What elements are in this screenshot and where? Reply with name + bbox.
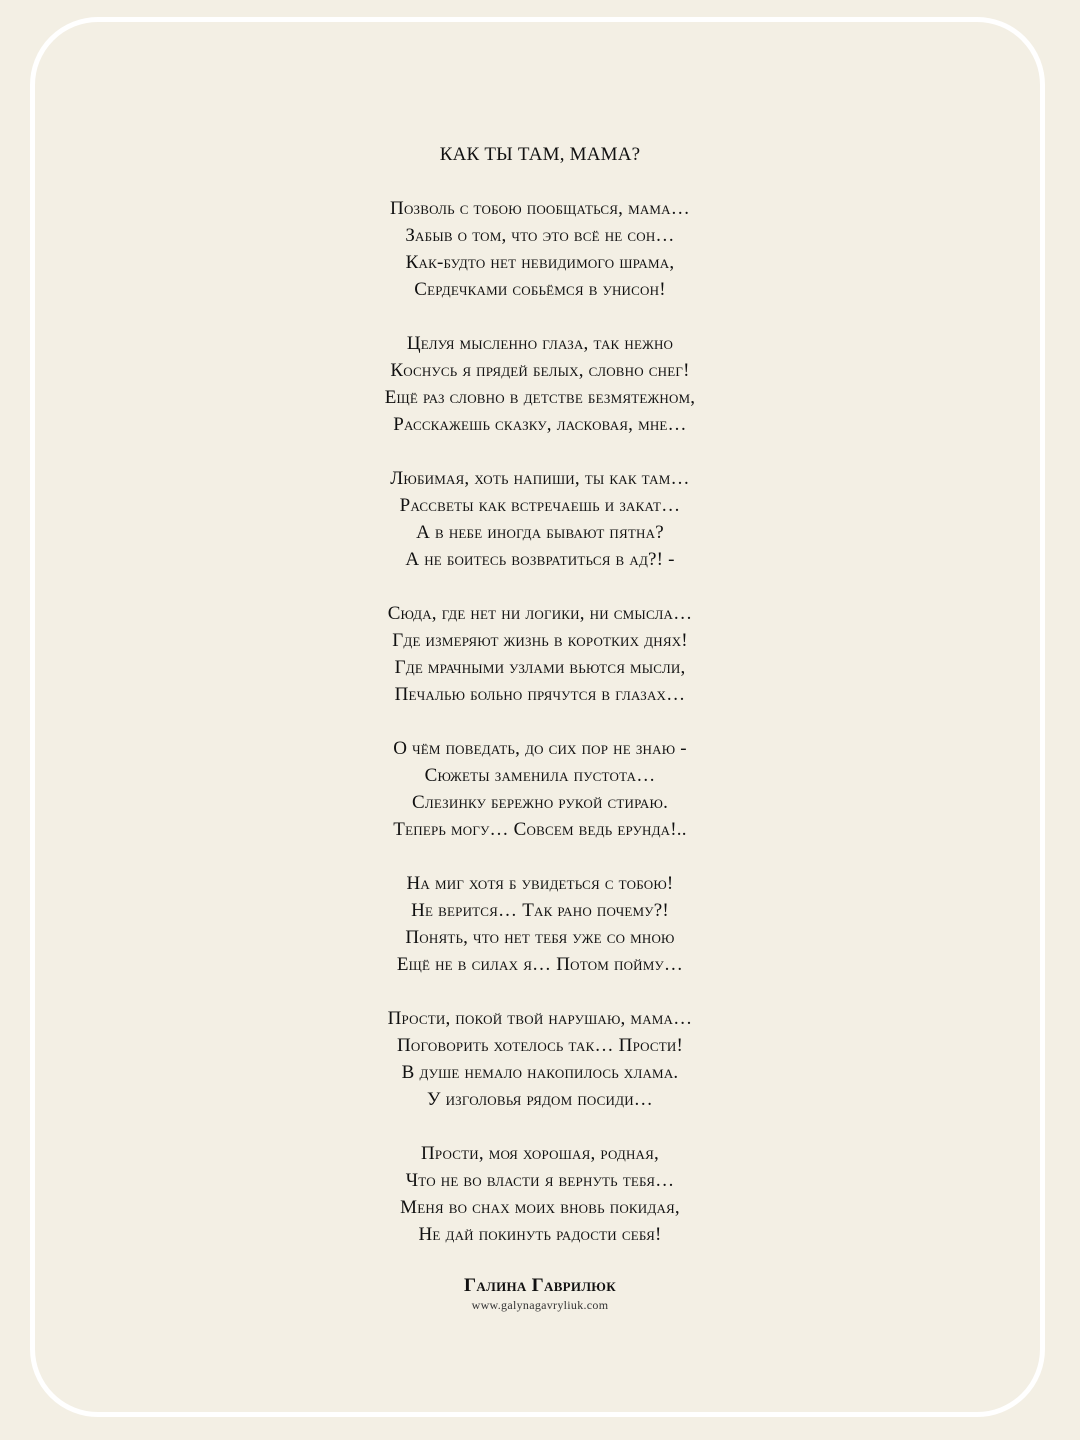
poem-line: Где мрачными узлами вьются мысли,	[394, 657, 686, 678]
poem-line: На миг хотя б увидеться с тобою!	[406, 873, 674, 894]
poem-line: Не верится… Так рано почему?!	[411, 900, 669, 921]
poem-line: Прости, покой твой нарушаю, мама…	[387, 1008, 693, 1029]
poem-line: Сердечками собьёмся в унисон!	[414, 279, 666, 300]
poem-line: Что не во власти я вернуть тебя…	[405, 1170, 675, 1191]
poem-line: Ещё раз словно в детстве безмятежном,	[384, 387, 696, 408]
poem-line: Слезинку бережно рукой стираю.	[411, 792, 669, 813]
poem-line: Ещё не в силах я… Потом пойму…	[396, 954, 684, 975]
stanza-2	[0, 330, 1080, 438]
author-name: Галина Гаврилюк	[464, 1275, 616, 1296]
poem-line: Понять, что нет тебя уже со мною	[405, 927, 675, 948]
stanza-7	[0, 1005, 1080, 1113]
poem-container	[0, 141, 1080, 1313]
poem-line: Расскажешь сказку, ласковая, мне…	[393, 414, 687, 435]
poem-line: А не боитесь возвратиться в ад?! -	[405, 549, 675, 570]
poem-line: Любимая, хоть напиши, ты как там…	[390, 468, 690, 489]
poem-line: О чём поведать, до сих пор не знаю -	[393, 738, 687, 759]
poem-line: В душе немало накопилось хлама.	[401, 1062, 679, 1083]
author-website: www.galynagavryliuk.com	[471, 1298, 609, 1312]
poem-line: Теперь могу… Совсем ведь ерунда!..	[393, 819, 687, 840]
poem-line: Где измеряют жизнь в коротких днях!	[392, 630, 688, 651]
poem-line: Рассветы как встречаешь и закат…	[399, 495, 681, 516]
poem-line: Печалью больно прячутся в глазах…	[394, 684, 686, 705]
poem-line: Целуя мысленно глаза, так нежно	[406, 333, 674, 354]
poem-line: Как-будто нет невидимого шрама,	[405, 252, 675, 273]
poem-line: Поговорить хотелось так… Прости!	[396, 1035, 684, 1056]
poem-line: Меня во снах моих вновь покидая,	[400, 1197, 680, 1218]
stanza-1	[0, 195, 1080, 303]
poem-line: Прости, моя хорошая, родная,	[421, 1143, 659, 1164]
poem-line: Не дай покинуть радости себя!	[418, 1224, 662, 1245]
stanza-4	[0, 600, 1080, 708]
poem-line: Коснусь я прядей белых, словно снег!	[390, 360, 690, 381]
poem-title: КАК ТЫ ТАМ, МАМА?	[439, 144, 641, 165]
stanza-6	[0, 870, 1080, 978]
poem-line: А в небе иногда бывают пятна?	[416, 522, 664, 543]
poem-line: У изголовья рядом посиди…	[426, 1089, 653, 1110]
poem-line: Позволь с тобою пообщаться, мама…	[390, 198, 690, 219]
stanza-5	[0, 735, 1080, 843]
stanza-8	[0, 1140, 1080, 1248]
poem-line: Сюда, где нет ни логики, ни смысла…	[387, 603, 693, 624]
poem-line: Забыв о том, что это всё не сон…	[405, 225, 675, 246]
poem-line: Сюжеты заменила пустота…	[424, 765, 656, 786]
stanza-3	[0, 465, 1080, 573]
